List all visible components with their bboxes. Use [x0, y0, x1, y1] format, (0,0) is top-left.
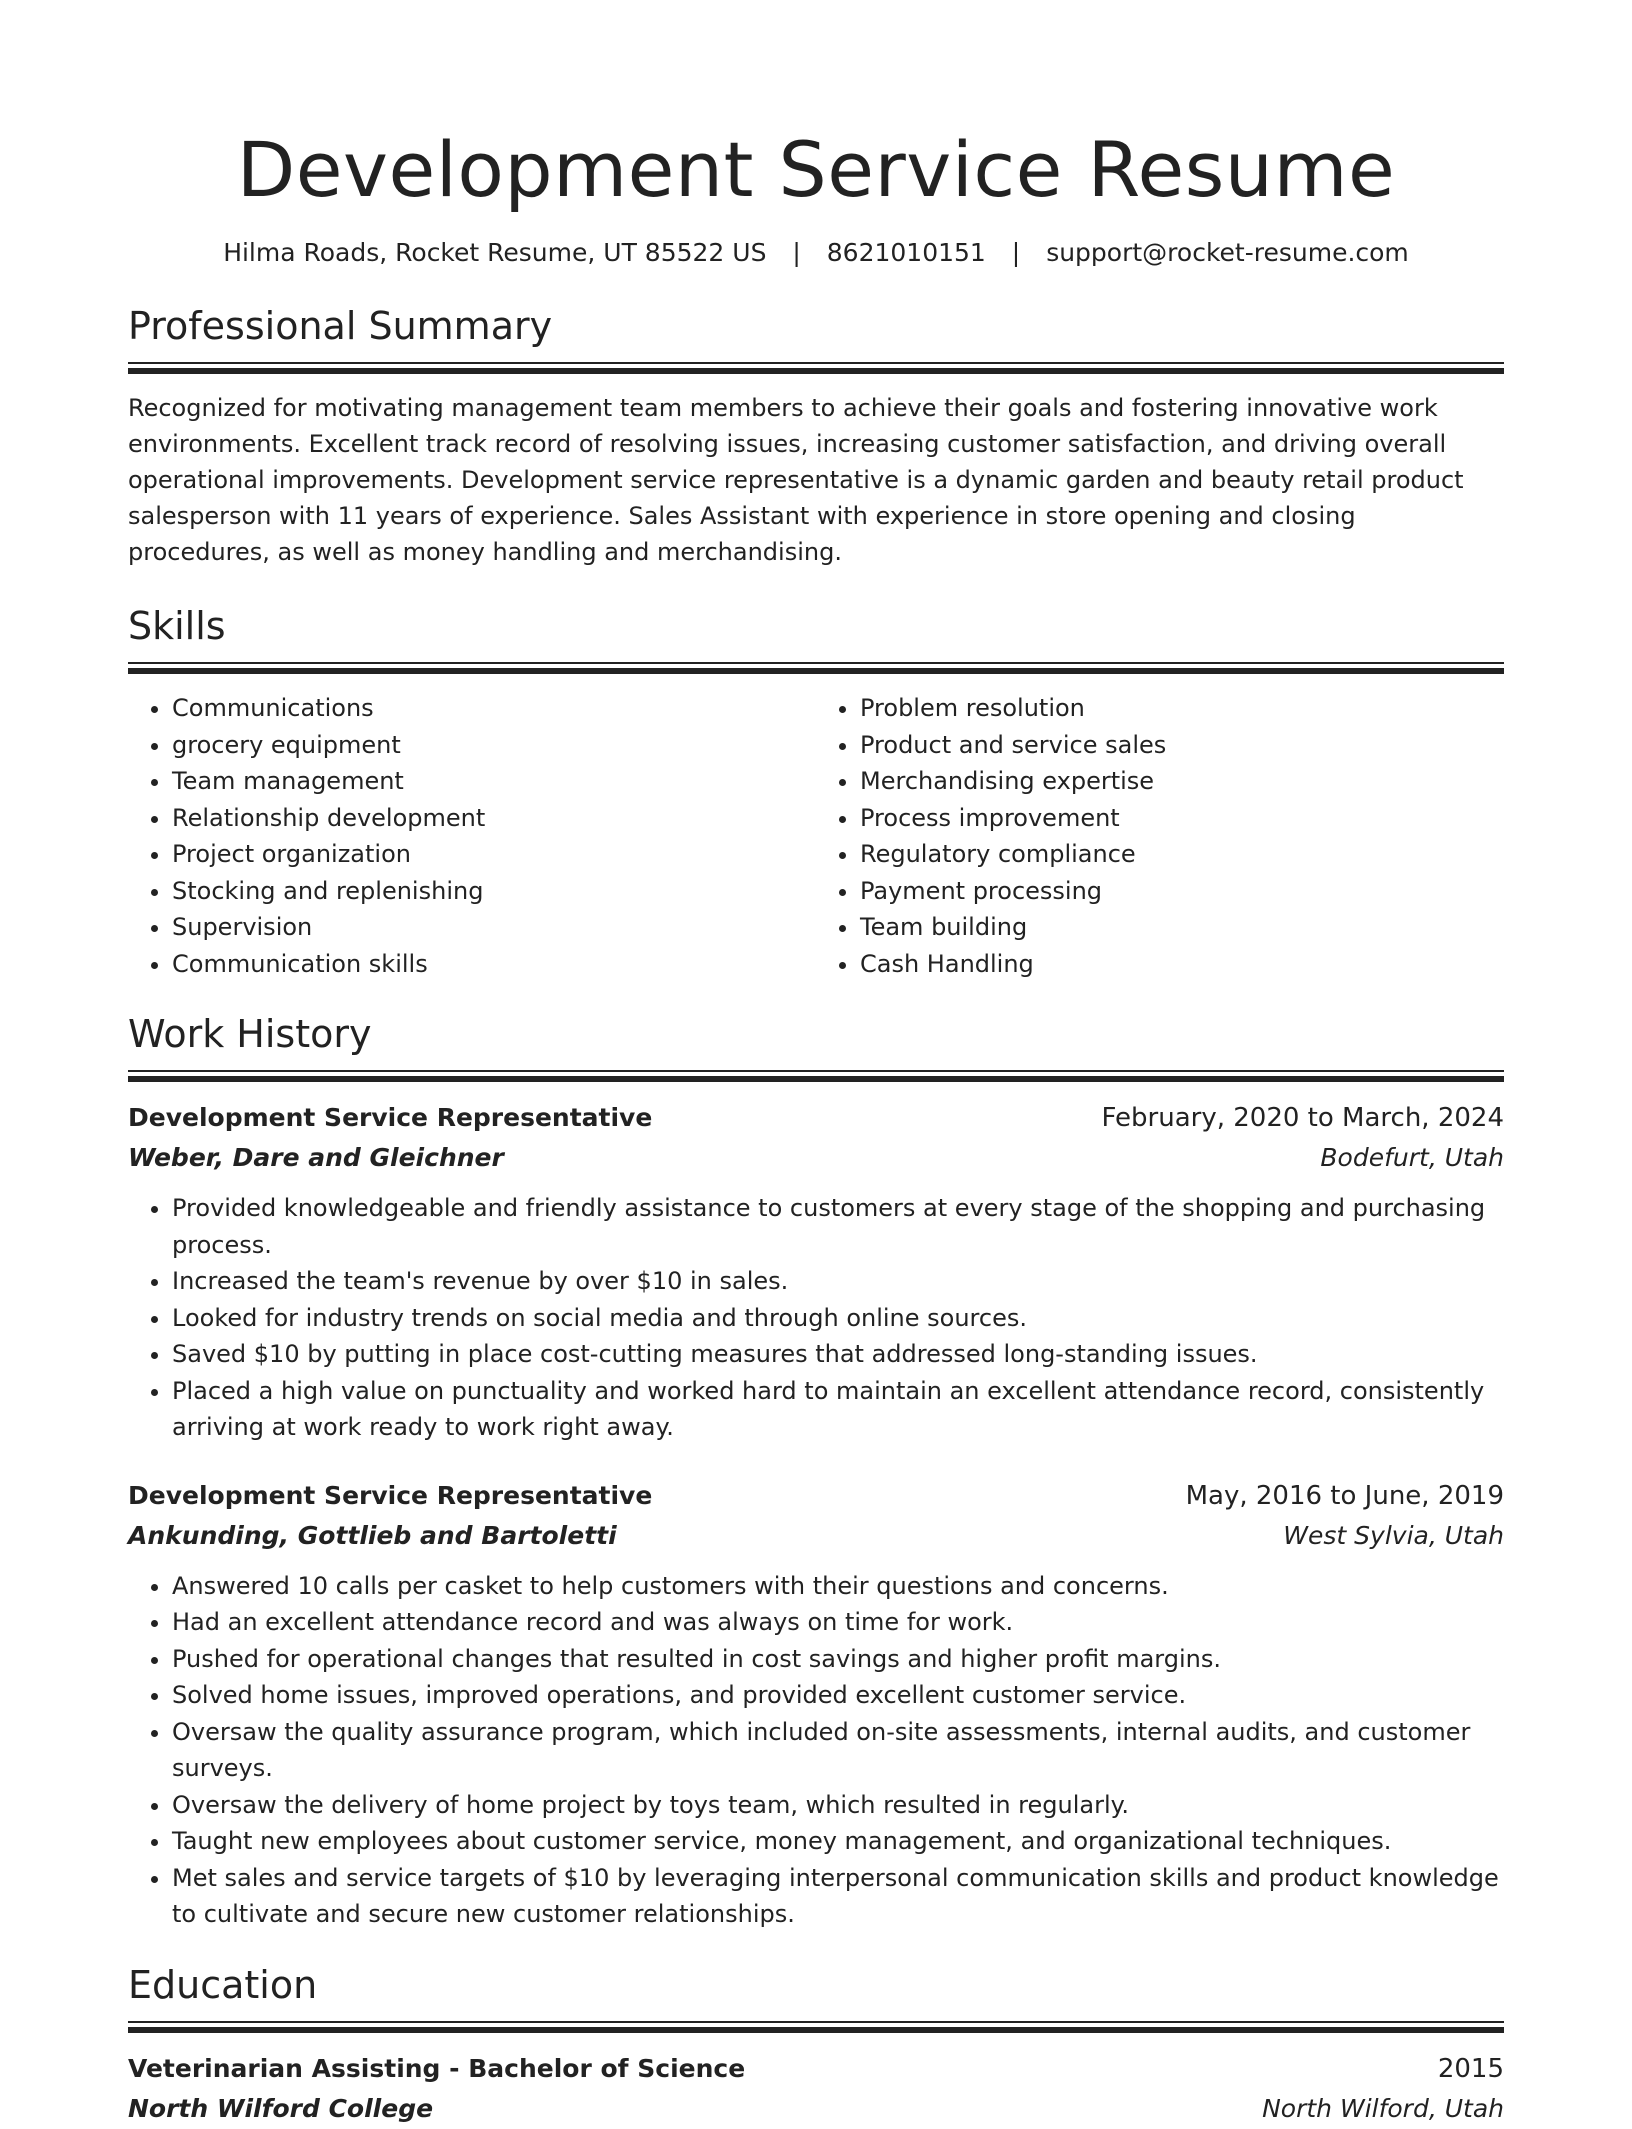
job-location: Bodefurt, Utah: [1320, 1143, 1504, 1172]
skill-item: • grocery equipment: [172, 727, 816, 764]
education-subheader: [128, 2089, 1504, 2129]
resume-page: [128, 0, 1504, 2129]
skills-columns: [128, 690, 1504, 982]
job-bullet: • Oversaw the delivery of home project by toys team, which resulted in regularly.: [172, 1787, 1504, 1824]
job-title: Development Service Representative: [128, 1103, 653, 1132]
section-divider: [128, 2021, 1504, 2033]
job-bullet: • Met sales and service targets of $10 by leveraging interpersonal communication skills and product knowledge to cultivate and secure new customer relationships.: [172, 1860, 1504, 1933]
skill-item: • Merchandising expertise: [860, 763, 1504, 800]
job-title: Development Service Representative: [128, 1480, 653, 1510]
education-year: 2015: [1437, 2053, 1504, 2084]
skill-item: • Product and service sales: [860, 727, 1504, 764]
skill-item: • Stocking and replenishing: [172, 873, 816, 910]
job-bullet: • Placed a high value on punctuality and worked hard to maintain an excellent attendance record, consistently arriving at work ready to work right away.: [172, 1373, 1504, 1446]
job-header: [128, 1476, 1504, 1516]
resume-title: Development Service Resume: [236, 125, 1396, 214]
education-section: [128, 1961, 1504, 2129]
job-company: Ankunding, Gottlieb and Bartoletti: [128, 1520, 617, 1550]
job-dates: May, 2016 to June, 2019: [1185, 1480, 1504, 1511]
skill-item: • Regulatory compliance: [860, 836, 1504, 873]
skill-item: • Communications: [172, 690, 816, 727]
skill-item: • Supervision: [172, 909, 816, 946]
contact-address: Hilma Roads, Rocket Resume, UT 85522 US: [223, 238, 767, 267]
job-entry: [128, 1476, 1504, 1933]
job-bullet: • Saved $10 by putting in place cost-cutting measures that addressed long-standing issues.: [172, 1336, 1504, 1373]
section-divider: [128, 662, 1504, 674]
section-divider: [128, 1070, 1504, 1082]
skill-item: • Payment processing: [860, 873, 1504, 910]
job-subheader: [128, 1138, 1504, 1178]
education-heading: Education: [128, 1962, 318, 2007]
job-subheader: [128, 1516, 1504, 1556]
job-bullets: [128, 1568, 1504, 1933]
skill-item: • Project organization: [172, 836, 816, 873]
job-entry: [128, 1098, 1504, 1446]
skills-section: [128, 602, 1504, 982]
education-header: [128, 2049, 1504, 2089]
summary-section: [128, 302, 1504, 570]
job-bullet: • Answered 10 calls per casket to help customers with their questions and concerns.: [172, 1568, 1504, 1605]
job-bullet: • Oversaw the quality assurance program, which included on-site assessments, internal audits, and customer surveys.: [172, 1714, 1504, 1787]
education-degree: Veterinarian Assisting - Bachelor of Science: [128, 2053, 746, 2083]
skill-item: • Team management: [172, 763, 816, 800]
job-bullet: • Had an excellent attendance record and was always on time for work.: [172, 1604, 1504, 1641]
summary-text: Recognized for motivating management team members to achieve their goals and fostering innovative work environments. Excellent track record of resolving issues, increasing customer satisfaction, and driving overall operational improvements. Development service representative is a dynamic garden and beauty retail product salesperson with 11 years of experience. Sales Assistant with experience in store opening and closing procedures, as well as money handling and merchandising.: [128, 394, 1464, 566]
skills-list-left: [128, 690, 816, 982]
education-location: North Wilford, Utah: [1262, 2093, 1504, 2123]
skill-item: • Team building: [860, 909, 1504, 946]
job-bullet: • Looked for industry trends on social media and through online sources.: [172, 1300, 1504, 1337]
skill-item: • Problem resolution: [860, 690, 1504, 727]
summary-heading: Professional Summary: [128, 304, 553, 348]
contact-separator: |: [1011, 238, 1021, 267]
contact-phone: 8621010151: [826, 238, 986, 267]
contact-email: support@rocket-resume.com: [1046, 238, 1409, 267]
contact-separator: |: [792, 238, 801, 267]
job-bullet: • Provided knowledgeable and friendly assistance to customers at every stage of the shopping and purchasing process.: [172, 1190, 1504, 1263]
job-location: West Sylvia, Utah: [1283, 1520, 1504, 1550]
job-dates: February, 2020 to March, 2024: [1101, 1103, 1504, 1133]
skill-item: • Communication skills: [172, 946, 816, 983]
skills-list-right: [816, 690, 1504, 982]
job-company: Weber, Dare and Gleichner: [128, 1143, 504, 1172]
job-bullet: • Taught new employees about customer service, money management, and organizational techniques.: [172, 1823, 1504, 1860]
skills-heading: Skills: [128, 604, 226, 648]
work-history-section: [128, 1010, 1504, 1933]
skill-item: • Process improvement: [860, 800, 1504, 837]
job-header: [128, 1098, 1504, 1138]
education-entry: [128, 2049, 1504, 2129]
job-bullet: • Solved home issues, improved operations, and provided excellent customer service.: [172, 1677, 1504, 1714]
job-bullets: [128, 1190, 1504, 1446]
job-bullet: • Increased the team's revenue by over $10 in sales.: [172, 1263, 1504, 1300]
work-history-heading: Work History: [128, 1012, 372, 1056]
education-school: North Wilford College: [128, 2093, 434, 2123]
skill-item: • Relationship development: [172, 800, 816, 837]
skill-item: • Cash Handling: [860, 946, 1504, 983]
section-divider: [128, 362, 1504, 374]
contact-line: [128, 236, 1504, 270]
job-bullet: • Pushed for operational changes that resulted in cost savings and higher profit margins.: [172, 1641, 1504, 1678]
